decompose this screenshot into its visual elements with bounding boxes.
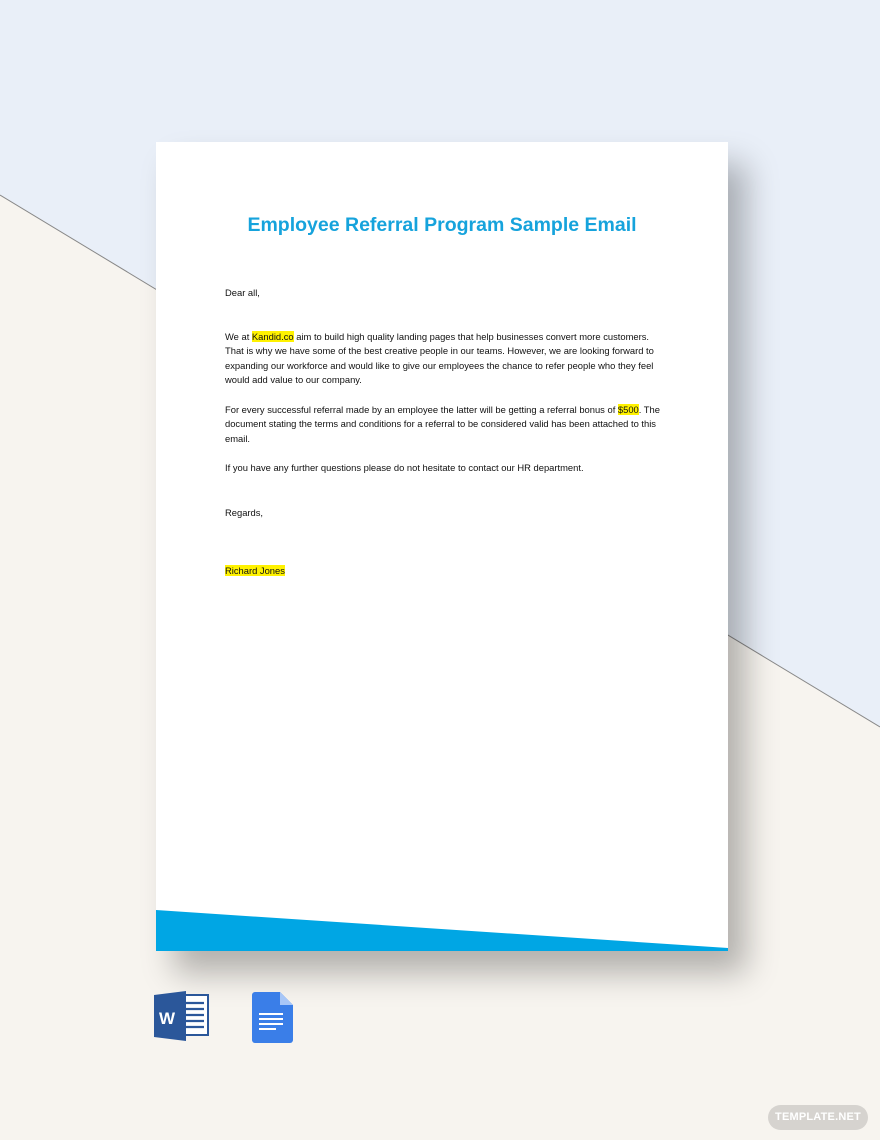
text: We at: [225, 330, 252, 342]
greeting: Dear all,: [225, 287, 260, 298]
text: . The document stating the terms and conditions for a referral to be considered valid has been attached to this email.: [225, 403, 660, 444]
footer-wedge: [156, 910, 728, 951]
text: aim to build high quality landing pages that help businesses convert more customers. That is why we have some of the best creative people in our teams. However, we are looking forward to expanding our workforce and would like to give our employees the chance to refer people who they feel would add value to our company.: [225, 330, 654, 386]
email-body: [225, 286, 665, 579]
paragraph-1: [225, 330, 665, 388]
paragraph-3: If you have any further questions please do not hesitate to contact our HR department.: [225, 461, 584, 473]
signature: Richard Jones: [225, 565, 285, 577]
document-title: Employee Referral Program Sample Email: [247, 214, 637, 236]
svg-text:W: W: [159, 1009, 176, 1028]
closing: Regards,: [225, 506, 264, 518]
document-page: [156, 142, 728, 951]
word-icon[interactable]: [154, 990, 210, 1042]
text: For every successful referral made by an employee the latter will be getting a referral bonus of: [225, 403, 618, 415]
company-name: Kandid.co: [251, 330, 294, 342]
template-net-watermark: TEMPLATE.NET: [768, 1105, 868, 1130]
paragraph-2: [225, 403, 665, 447]
bonus-amount: $500: [617, 403, 639, 415]
google-docs-icon[interactable]: [252, 992, 294, 1044]
